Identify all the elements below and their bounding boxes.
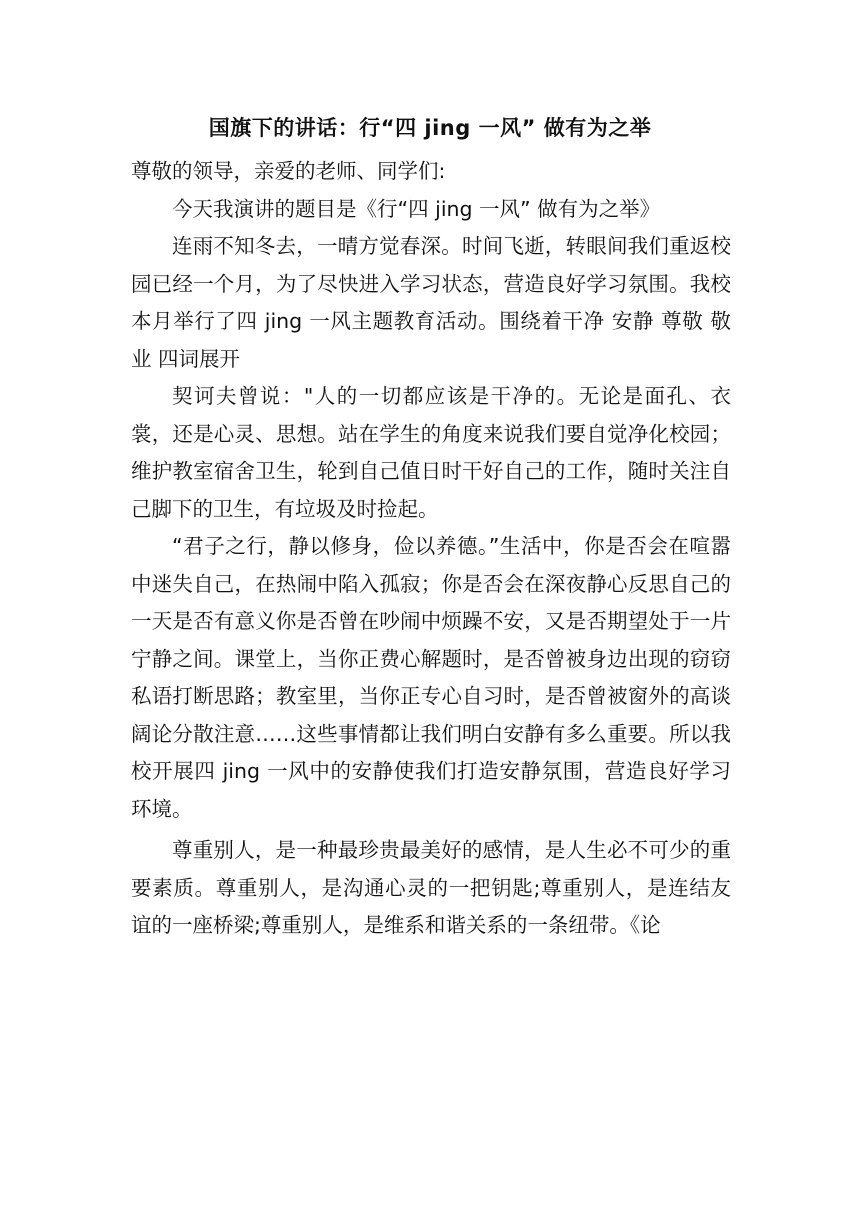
paragraph-topic: 今天我演讲的题目是《行“四 jing 一风” 做有为之举》 bbox=[172, 196, 661, 221]
salutation: 尊敬的领导，亲爱的老师、同学们: bbox=[131, 159, 446, 183]
document-body bbox=[131, 153, 731, 945]
paragraph-intro: 连雨不知冬去，一晴方觉春深。时间飞逝，转眼间我们重返校园已经一个月，为了尽快进入学习状态，营造良好学习氛围。我校本月举行了四 jing 一风主题教育活动。围绕着干净 安静 尊敬 敬业 四词展开 bbox=[131, 234, 731, 371]
paragraph-quietness: “君子之行，静以修身，俭以养德。”生活中，你是否会在喧嚣中迷失自己，在热闹中陷入孤寂；你是否会在深夜静心反思自己的一天是否有意义你是否曾在吵闹中烦躁不安，又是否期望处于一片宁静之间。课堂上，当你正费心解题时，是否曾被身边出现的窃窃私语打断思路；教室里，当你正专心自习时，是否曾被窗外的高谈阔论分散注意……这些事情都让我们明白安静有多么重要。所以我校开展四 jing 一风中的安静使我们打造安静氛围，营造良好学习环境。 bbox=[131, 534, 731, 821]
document-title: 国旗下的讲话：行“四 jing 一风” 做有为之举 bbox=[208, 116, 652, 140]
paragraph-cleanliness: 契诃夫曾说："人的一切都应该是干净的。无论是面孔、衣裳，还是心灵、思想。站在学生的角度来说我们要自觉净化校园；维护教室宿舍卫生，轮到自己值日时干好自己的工作，随时关注自己脚下的卫生，有垃圾及时捡起。 bbox=[131, 384, 731, 521]
paragraph-respect: 尊重别人，是一种最珍贵最美好的感情，是人生必不可少的重要素质。尊重别人，是沟通心灵的一把钥匙;尊重别人，是连结友谊的一座桥梁;尊重别人，是维系和谐关系的一条纽带。《论 bbox=[131, 838, 731, 937]
